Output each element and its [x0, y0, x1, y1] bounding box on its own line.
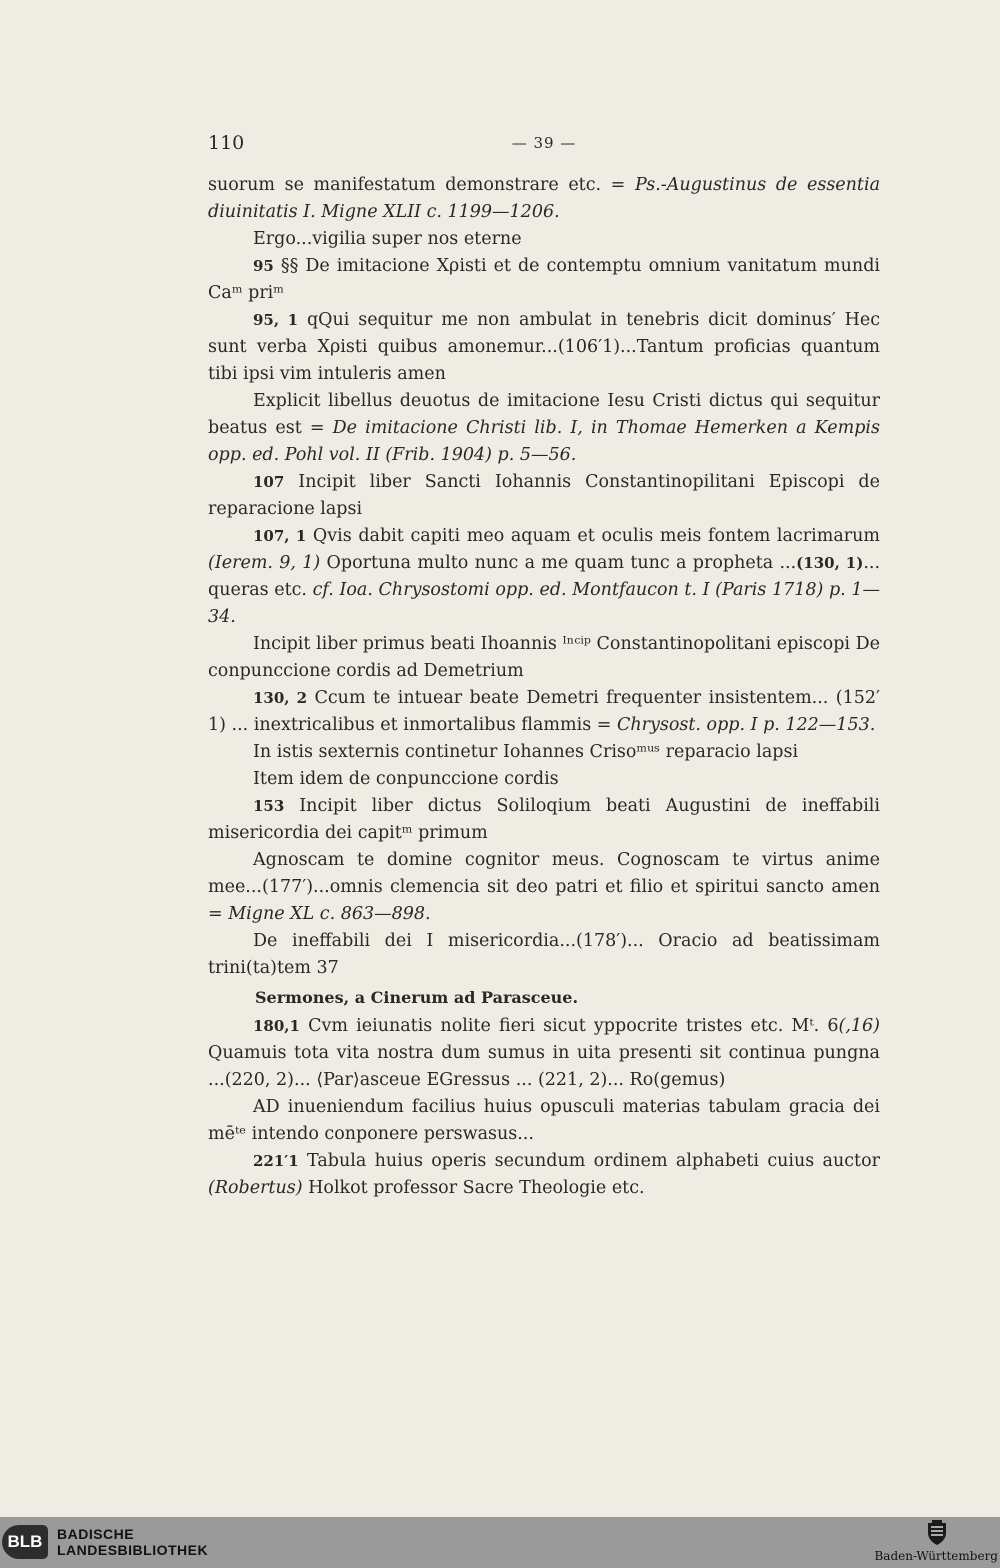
- entry-ref: 107: [253, 473, 285, 491]
- paragraph: suorum se manifestatum demonstrare etc. = Ps.-Augustinus de essentia diuinitatis I. Migne XLII c. 1199—1206.: [208, 175, 880, 222]
- entry-ref: 95: [253, 257, 274, 275]
- paragraph: 95, 1 qQui sequitur me non ambulat in tenebris dicit dominus′ Hec sunt verba Xρisti quibus amonemur...(106′1)...Tantum proficias quantum tibi ipsi vim intuleris amen: [208, 310, 880, 384]
- entry-ref: 130, 2: [253, 689, 308, 707]
- paragraph: 107, 1 Qvis dabit capiti meo aquam et oculis meis fontem lacrimarum (Ierem. 9, 1) Oportuna multo nunc a me quam tunc a propheta ...(130, 1)... queras etc. cf. Ioa. Chrysostomi opp. ed. Montfaucon t. I (Paris 1718) p. 1—34.: [208, 526, 881, 627]
- entry-ref: 180,1: [253, 1017, 300, 1035]
- section-heading: Sermones, a Cinerum ad Parasceue.: [255, 988, 579, 1007]
- library-name: BADISCHE LANDESBIBLIOTHEK: [57, 1526, 209, 1558]
- entry-ref: 107, 1: [253, 527, 307, 545]
- entry-ref: 153: [253, 797, 285, 815]
- paragraph: Agnoscam te domine cognitor meus. Cognoscam te virtus anime mee...(177′)...omnis clemencia sit deo patri et filio et spiritui sancto amen = Migne XL c. 863—898.: [208, 850, 880, 924]
- paragraph: In istis sexternis continetur Iohannes Crisoᵐᵘˢ reparacio lapsi: [253, 742, 799, 762]
- paragraph: 221′1 Tabula huius operis secundum ordinem alphabeti cuius auctor (Robertus) Holkot professor Sacre Theologie etc.: [208, 1151, 880, 1198]
- state-name: Baden-Württemberg: [874, 1549, 998, 1563]
- paragraph: Incipit liber primus beati Ihoannis ᴵⁿᶜⁱᵖ Constantinopolitani episcopi De conpunccione cordis ad Demetrium: [208, 634, 880, 681]
- paragraph: Item idem de conpunccione cordis: [253, 769, 559, 789]
- page-header: [208, 132, 880, 156]
- text-body: [208, 172, 880, 1202]
- paragraph: 107 Incipit liber Sancti Iohannis Constantinopilitani Episcopi de reparacione lapsi: [208, 472, 880, 519]
- paragraph: 130, 2 Ccum te intuear beate Demetri frequenter insistentem... (152′ 1) ... inextricalibus et inmortalibus flammis = Chrysost. opp. I p. 122—153.: [208, 688, 880, 735]
- signature-mark: — 39 —: [511, 134, 577, 152]
- paragraph: 153 Incipit liber dictus Soliloqium beati Augustini de ineffabili misericordia dei capitᵐ primum: [208, 796, 880, 843]
- paragraph: 180,1 Cvm ieiunatis nolite fieri sicut yppocrite tristes etc. Mᵗ. 6(,16) Quamuis tota vita nostra dum sumus in uita presenti sit continua pungna ...(220, 2)... ⟨Par⟩asceue EGressus ... (221, 2)... Ro(gemus): [208, 1016, 880, 1090]
- entry-ref: 95, 1: [253, 311, 299, 329]
- paragraph: 95 §§ De imitacione Xρisti et de contemptu omnium vanitatum mundi Caᵐ priᵐ: [208, 256, 880, 303]
- page-number: 110: [208, 132, 245, 154]
- paragraph: De ineffabili dei I misericordia...(178′)... Oracio ad beatissimam trini(ta)tem 37: [208, 931, 880, 978]
- footer-bar: [0, 1517, 1000, 1568]
- paragraph: AD inueniendum facilius huius opusculi materias tabulam gracia dei mēᵗᵉ intendo conponere perswasus...: [208, 1097, 880, 1144]
- paragraph: Ergo...vigilia super nos eterne: [253, 229, 522, 249]
- blb-logo[interactable]: BLB: [2, 1525, 48, 1559]
- crest-icon: [926, 1520, 948, 1546]
- entry-ref: 221′1: [253, 1152, 299, 1170]
- paragraph: Explicit libellus deuotus de imitacione Iesu Cristi dictus qui sequitur beatus est = De imitacione Christi lib. I, in Thomae Hemerken a Kempis opp. ed. Pohl vol. II (Frib. 1904) p. 5—56.: [208, 391, 881, 465]
